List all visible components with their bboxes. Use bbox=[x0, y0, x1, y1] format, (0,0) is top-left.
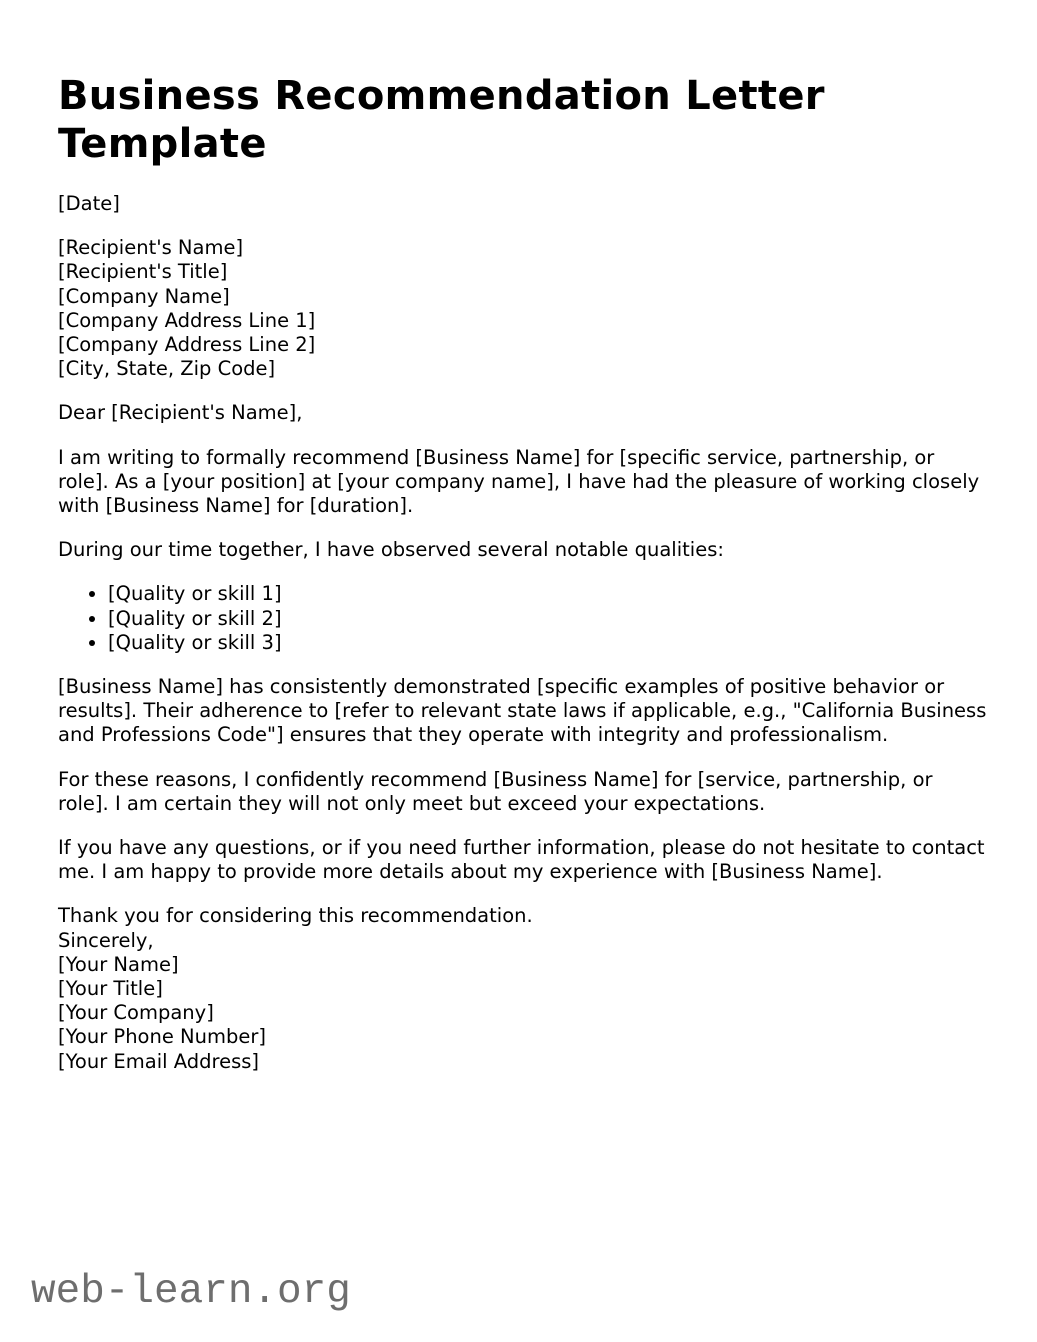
company-name: [Company Name] bbox=[58, 284, 230, 308]
contact-paragraph: If you have any questions, or if you need further information, please do not hesitate to contact me. I am happy to provide more details about my experience with [Business Name]. bbox=[58, 836, 985, 884]
closing-block bbox=[58, 904, 988, 1073]
company-address-line-2: [Company Address Line 2] bbox=[58, 333, 316, 357]
list-item: • [Quality or skill 3] bbox=[108, 631, 988, 655]
city-state-zip: [City, State, Zip Code] bbox=[58, 357, 276, 381]
date-line: [Date] bbox=[58, 192, 120, 215]
recipient-name: [Recipient's Name] bbox=[58, 236, 244, 260]
qualities-intro: During our time together, I have observed several notable qualities: bbox=[58, 538, 724, 562]
qualities-list bbox=[58, 582, 988, 655]
sender-name: [Your Name] bbox=[58, 952, 179, 976]
watermark: web-learn.org bbox=[31, 1269, 351, 1315]
company-address-line-1: [Company Address Line 1] bbox=[58, 308, 316, 332]
recipient-block bbox=[58, 236, 988, 381]
recommendation-paragraph: For these reasons, I confidently recommend [Business Name] for [service, partnership, or role]. I am certain they will not only meet but exceed your expectations. bbox=[58, 767, 933, 815]
list-item: • [Quality or skill 2] bbox=[108, 607, 988, 631]
sign-off: Sincerely, bbox=[58, 928, 154, 952]
document-title: Business Recommendation Letter Template bbox=[58, 73, 825, 167]
thank-you-line: Thank you for considering this recommendation. bbox=[58, 904, 533, 928]
sender-phone: [Your Phone Number] bbox=[58, 1025, 266, 1049]
sender-title: [Your Title] bbox=[58, 977, 163, 1001]
sender-email: [Your Email Address] bbox=[58, 1049, 259, 1073]
intro-paragraph: I am writing to formally recommend [Business Name] for [specific service, partnership, or role]. As a [your position] at [your company name], I have had the pleasure of working closely with [Business Name] for [duration]. bbox=[58, 445, 980, 518]
demonstrated-paragraph: [Business Name] has consistently demonstrated [specific examples of positive behavior or results]. Their adherence to [refer to relevant state laws if applicable, e.g., "California Business and Professions Code"] ensures that they operate with integrity and professionalism. bbox=[58, 675, 987, 747]
letter-document bbox=[58, 72, 988, 1094]
recipient-title: [Recipient's Title] bbox=[58, 260, 228, 284]
salutation: Dear [Recipient's Name], bbox=[58, 401, 303, 425]
sender-company: [Your Company] bbox=[58, 1001, 214, 1025]
list-item: • [Quality or skill 1] bbox=[108, 582, 988, 606]
